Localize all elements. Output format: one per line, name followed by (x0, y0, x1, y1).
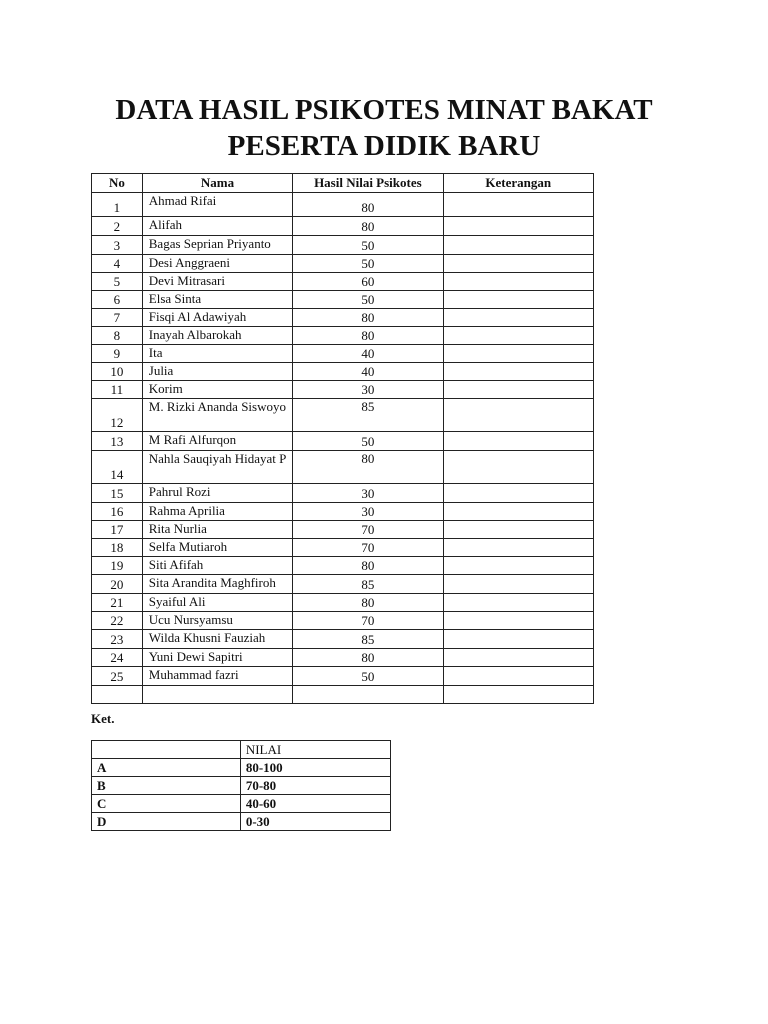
cell-keterangan (443, 451, 593, 484)
cell-no: 4 (92, 255, 143, 273)
cell-nama: Yuni Dewi Sapitri (142, 649, 292, 667)
table-row (92, 630, 594, 649)
cell-keterangan (443, 539, 593, 557)
header-no: No (92, 174, 143, 193)
cell-nama: Selfa Mutiaroh (142, 539, 292, 557)
cell-hasil-nilai: 50 (293, 432, 443, 451)
table-row (92, 236, 594, 255)
table-row (92, 327, 594, 345)
cell-hasil-nilai: 30 (293, 484, 443, 503)
cell-hasil-nilai: 70 (293, 539, 443, 557)
cell-hasil-nilai: 40 (293, 345, 443, 363)
cell-nama: Rahma Aprilia (142, 503, 292, 521)
table-header-row (92, 174, 594, 193)
cell-nama: Korim (142, 381, 292, 399)
cell-nama: Rita Nurlia (142, 521, 292, 539)
cell-hasil-nilai: 80 (293, 451, 443, 484)
cell-nama: M. Rizki Ananda Siswoyo (142, 399, 292, 432)
grade-legend-table (91, 740, 391, 831)
cell-nama: Nahla Sauqiyah Hidayat P (142, 451, 292, 484)
cell-nama: Devi Mitrasari (142, 273, 292, 291)
cell-hasil-nilai: 60 (293, 273, 443, 291)
cell-no: 19 (92, 557, 143, 575)
grade-row (92, 759, 391, 777)
header-keterangan: Keterangan (443, 174, 593, 193)
table-row (92, 503, 594, 521)
cell-hasil-nilai (293, 686, 443, 704)
table-row (92, 451, 594, 484)
header-hasil-nilai: Hasil Nilai Psikotes (293, 174, 443, 193)
cell-keterangan (443, 521, 593, 539)
table-row (92, 273, 594, 291)
cell-no: 9 (92, 345, 143, 363)
cell-keterangan (443, 594, 593, 612)
cell-no: 25 (92, 667, 143, 686)
cell-hasil-nilai: 80 (293, 594, 443, 612)
table-row (92, 521, 594, 539)
cell-nama: Alifah (142, 217, 292, 236)
table-row (92, 291, 594, 309)
grade-header-row (92, 741, 391, 759)
cell-hasil-nilai: 85 (293, 575, 443, 594)
cell-keterangan (443, 363, 593, 381)
ket-label: Ket. (91, 711, 115, 726)
cell-nama: Ita (142, 345, 292, 363)
cell-keterangan (443, 236, 593, 255)
cell-keterangan (443, 630, 593, 649)
cell-no: 8 (92, 327, 143, 345)
cell-nama: M Rafi Alfurqon (142, 432, 292, 451)
cell-no: 6 (92, 291, 143, 309)
cell-nama: Ahmad Rifai (142, 193, 292, 217)
grade-letter: C (92, 795, 241, 813)
cell-no: 17 (92, 521, 143, 539)
cell-no: 12 (92, 399, 143, 432)
cell-no: 5 (92, 273, 143, 291)
cell-nama: Pahrul Rozi (142, 484, 292, 503)
cell-keterangan (443, 612, 593, 630)
cell-nama: Wilda Khusni Fauziah (142, 630, 292, 649)
cell-keterangan (443, 557, 593, 575)
cell-nama: Desi Anggraeni (142, 255, 292, 273)
table-row (92, 667, 594, 686)
cell-hasil-nilai: 80 (293, 557, 443, 575)
cell-keterangan (443, 503, 593, 521)
cell-nama: Sita Arandita Maghfiroh (142, 575, 292, 594)
cell-keterangan (443, 193, 593, 217)
cell-hasil-nilai: 70 (293, 612, 443, 630)
cell-no: 20 (92, 575, 143, 594)
cell-keterangan (443, 309, 593, 327)
grade-letter: B (92, 777, 241, 795)
cell-nama: Bagas Seprian Priyanto (142, 236, 292, 255)
title-line-1: DATA HASIL PSIKOTES MINAT BAKAT (115, 94, 653, 126)
cell-hasil-nilai: 80 (293, 193, 443, 217)
cell-no: 21 (92, 594, 143, 612)
cell-keterangan (443, 399, 593, 432)
cell-hasil-nilai: 50 (293, 667, 443, 686)
table-row (92, 557, 594, 575)
table-row (92, 255, 594, 273)
psikotes-results-table (91, 173, 594, 704)
cell-keterangan (443, 649, 593, 667)
cell-no: 16 (92, 503, 143, 521)
cell-no: 15 (92, 484, 143, 503)
cell-nama: Elsa Sinta (142, 291, 292, 309)
cell-hasil-nilai: 40 (293, 363, 443, 381)
cell-keterangan (443, 217, 593, 236)
grade-row (92, 795, 391, 813)
cell-keterangan (443, 686, 593, 704)
table-row (92, 345, 594, 363)
cell-hasil-nilai: 80 (293, 309, 443, 327)
cell-no (92, 686, 143, 704)
table-row (92, 575, 594, 594)
cell-keterangan (443, 255, 593, 273)
table-row (92, 484, 594, 503)
grade-header-nilai: NILAI (240, 741, 390, 759)
cell-no: 18 (92, 539, 143, 557)
cell-hasil-nilai: 85 (293, 630, 443, 649)
cell-nama: Siti Afifah (142, 557, 292, 575)
cell-nama: Julia (142, 363, 292, 381)
cell-no: 11 (92, 381, 143, 399)
table-row (92, 539, 594, 557)
table-row (92, 399, 594, 432)
cell-hasil-nilai: 85 (293, 399, 443, 432)
cell-nama: Ucu Nursyamsu (142, 612, 292, 630)
cell-no: 1 (92, 193, 143, 217)
table-row (92, 594, 594, 612)
cell-no: 23 (92, 630, 143, 649)
cell-hasil-nilai: 70 (293, 521, 443, 539)
cell-keterangan (443, 273, 593, 291)
grade-range: 0-30 (240, 813, 390, 831)
cell-no: 2 (92, 217, 143, 236)
cell-no: 7 (92, 309, 143, 327)
table-row (92, 649, 594, 667)
cell-nama: Fisqi Al Adawiyah (142, 309, 292, 327)
table-row (92, 309, 594, 327)
table-row (92, 686, 594, 704)
cell-hasil-nilai: 30 (293, 381, 443, 399)
table-body (92, 193, 594, 704)
document-title (0, 92, 768, 164)
cell-keterangan (443, 381, 593, 399)
cell-keterangan (443, 484, 593, 503)
cell-no: 22 (92, 612, 143, 630)
cell-hasil-nilai: 80 (293, 649, 443, 667)
table-row (92, 381, 594, 399)
cell-no: 14 (92, 451, 143, 484)
grade-legend-body (92, 741, 391, 831)
cell-hasil-nilai: 50 (293, 255, 443, 273)
cell-keterangan (443, 667, 593, 686)
cell-hasil-nilai: 30 (293, 503, 443, 521)
cell-hasil-nilai: 50 (293, 236, 443, 255)
grade-row (92, 777, 391, 795)
cell-keterangan (443, 575, 593, 594)
cell-hasil-nilai: 50 (293, 291, 443, 309)
table-row (92, 217, 594, 236)
cell-hasil-nilai: 80 (293, 217, 443, 236)
cell-keterangan (443, 327, 593, 345)
cell-nama: Inayah Albarokah (142, 327, 292, 345)
grade-row (92, 813, 391, 831)
cell-hasil-nilai: 80 (293, 327, 443, 345)
grade-header-blank (92, 741, 241, 759)
grade-letter: D (92, 813, 241, 831)
cell-no: 24 (92, 649, 143, 667)
title-line-2: PESERTA DIDIK BARU (227, 130, 541, 162)
cell-no: 3 (92, 236, 143, 255)
grade-letter: A (92, 759, 241, 777)
cell-nama: Syaiful Ali (142, 594, 292, 612)
grade-range: 40-60 (240, 795, 390, 813)
grade-range: 80-100 (240, 759, 390, 777)
cell-nama (142, 686, 292, 704)
table-row (92, 432, 594, 451)
cell-keterangan (443, 345, 593, 363)
cell-keterangan (443, 291, 593, 309)
cell-nama: Muhammad fazri (142, 667, 292, 686)
header-nama: Nama (142, 174, 292, 193)
grade-range: 70-80 (240, 777, 390, 795)
cell-no: 10 (92, 363, 143, 381)
cell-no: 13 (92, 432, 143, 451)
cell-keterangan (443, 432, 593, 451)
table-row (92, 193, 594, 217)
table-row (92, 363, 594, 381)
table-row (92, 612, 594, 630)
